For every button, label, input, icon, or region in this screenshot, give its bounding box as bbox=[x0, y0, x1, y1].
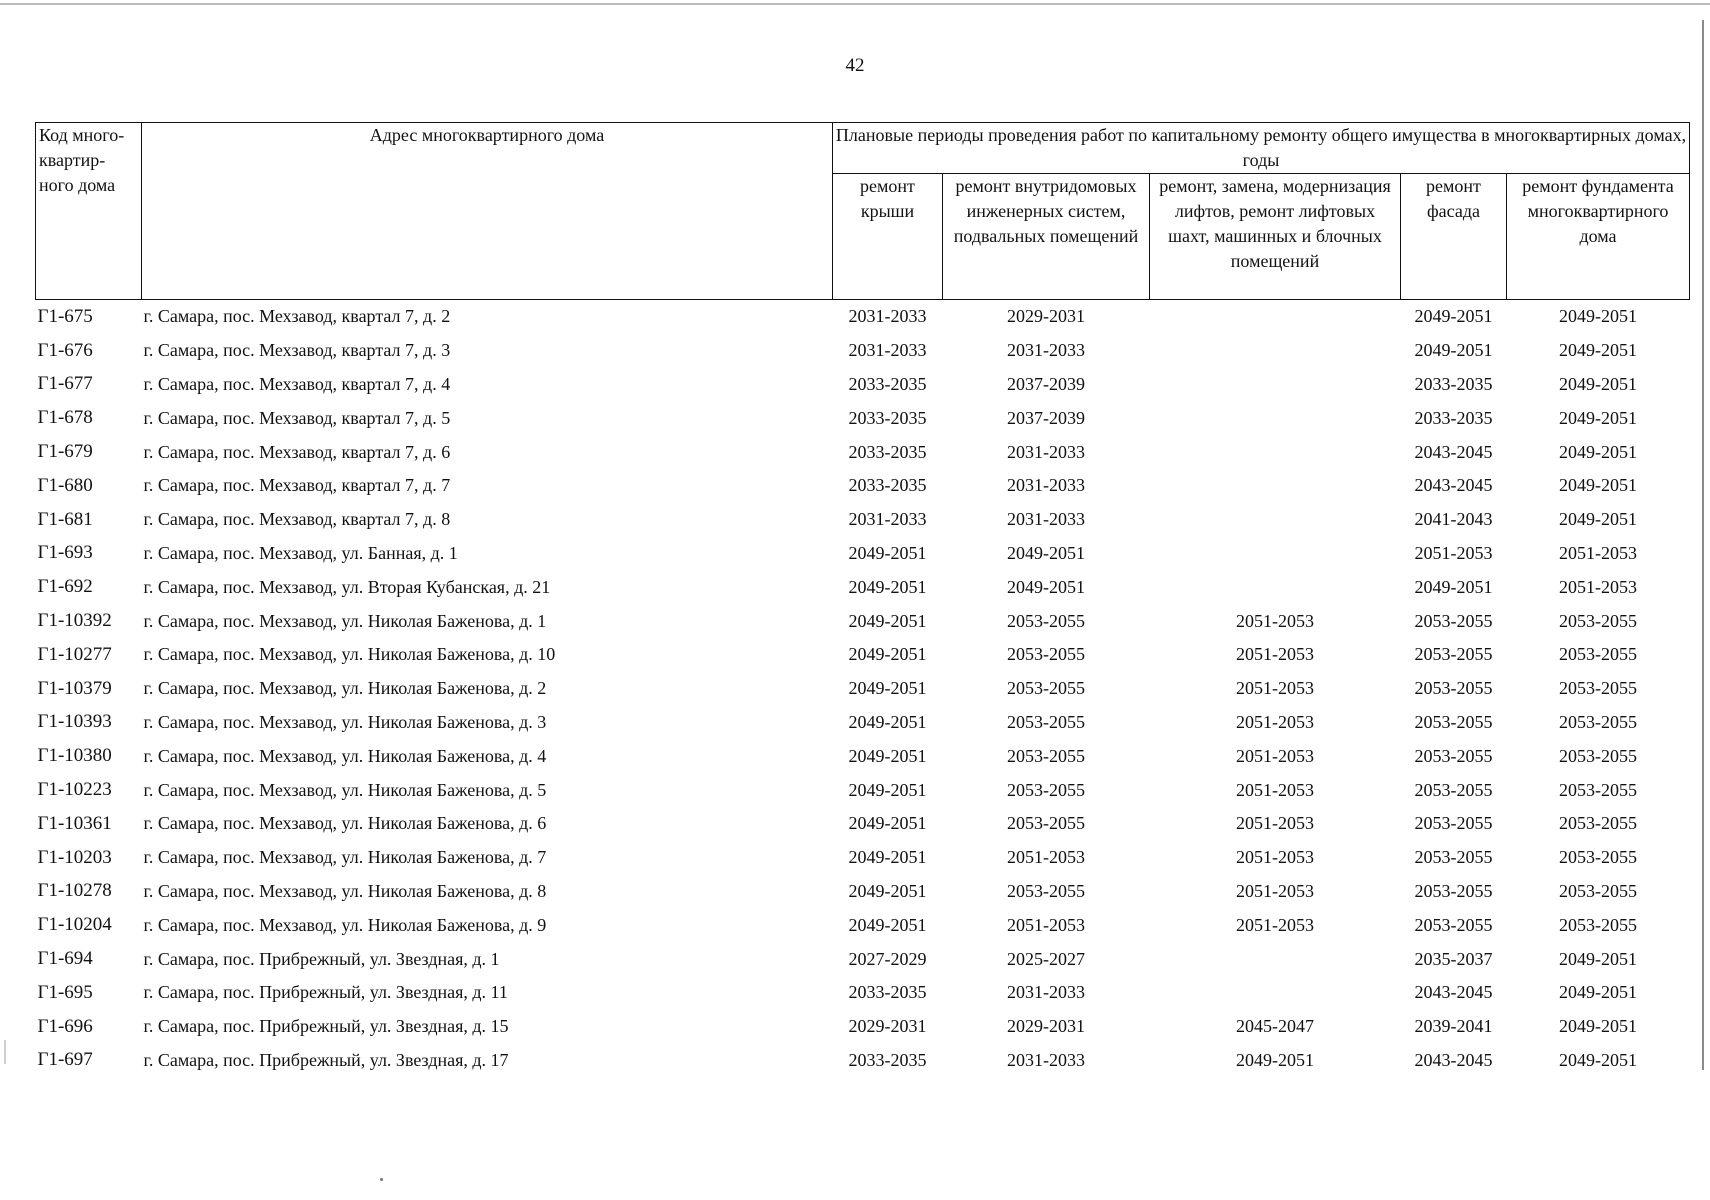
header-roof: ремонт крыши bbox=[833, 174, 943, 300]
repair-schedule-table bbox=[35, 122, 1690, 1077]
cell-facade: 2053-2055 bbox=[1414, 880, 1493, 901]
cell-address: г. Самара, пос. Мехзавод, ул. Николая Баженова, д. 3 bbox=[143, 711, 547, 732]
cell-code: Г1-10204 bbox=[37, 914, 112, 936]
cell-engineering: 2051-2053 bbox=[1007, 847, 1085, 868]
cell-address: г. Самара, пос. Мехзавод, ул. Николая Баженова, д. 8 bbox=[143, 880, 547, 901]
table-row bbox=[36, 807, 1690, 841]
cell-engineering: 2029-2031 bbox=[1007, 306, 1085, 327]
cell-foundation: 2053-2055 bbox=[1559, 880, 1637, 901]
table-row bbox=[36, 334, 1690, 368]
cell-roof: 2027-2029 bbox=[848, 948, 927, 969]
cell-engineering: 2051-2053 bbox=[1007, 914, 1085, 935]
cell-elevators bbox=[1150, 942, 1401, 976]
cell-elevators bbox=[1150, 503, 1401, 537]
cell-facade: 2041-2043 bbox=[1414, 509, 1493, 530]
cell-elevators: 2049-2051 bbox=[1236, 1049, 1314, 1070]
table-row bbox=[36, 976, 1690, 1010]
cell-facade: 2053-2055 bbox=[1414, 779, 1493, 800]
cell-elevators bbox=[1150, 300, 1401, 334]
cell-roof: 2049-2051 bbox=[848, 745, 927, 766]
cell-elevators bbox=[1150, 976, 1401, 1010]
cell-facade: 2033-2035 bbox=[1414, 407, 1493, 428]
cell-foundation: 2049-2051 bbox=[1559, 982, 1637, 1003]
cell-engineering: 2053-2055 bbox=[1007, 644, 1085, 665]
cell-foundation: 2049-2051 bbox=[1559, 1016, 1637, 1037]
cell-code: Г1-10278 bbox=[37, 880, 112, 902]
cell-roof: 2049-2051 bbox=[848, 678, 927, 699]
header-address: Адрес многоквартирного дома bbox=[142, 123, 833, 300]
cell-address: г. Самара, пос. Мехзавод, квартал 7, д. 4 bbox=[143, 373, 451, 394]
cell-foundation: 2053-2055 bbox=[1559, 644, 1637, 665]
header-elevators: ремонт, замена, модернизация лифтов, ремонт лифтовых шахт, машинных и блочных помещений bbox=[1150, 174, 1401, 300]
cell-facade: 2053-2055 bbox=[1414, 610, 1493, 631]
table-row bbox=[36, 638, 1690, 672]
cell-foundation: 2049-2051 bbox=[1559, 1049, 1637, 1070]
cell-code: Г1-697 bbox=[37, 1049, 93, 1071]
cell-address: г. Самара, пос. Мехзавод, ул. Николая Баженова, д. 7 bbox=[143, 847, 547, 868]
cell-roof: 2031-2033 bbox=[848, 306, 927, 327]
table-row bbox=[36, 604, 1690, 638]
cell-foundation: 2049-2051 bbox=[1559, 475, 1637, 496]
cell-facade: 2053-2055 bbox=[1414, 813, 1493, 834]
cell-roof: 2049-2051 bbox=[848, 813, 927, 834]
cell-facade: 2043-2045 bbox=[1414, 982, 1493, 1003]
cell-facade: 2053-2055 bbox=[1414, 847, 1493, 868]
cell-code: Г1-10380 bbox=[37, 745, 112, 767]
cell-roof: 2049-2051 bbox=[848, 610, 927, 631]
cell-roof: 2033-2035 bbox=[848, 982, 927, 1003]
table-row bbox=[36, 401, 1690, 435]
cell-address: г. Самара, пос. Мехзавод, ул. Николая Баженова, д. 10 bbox=[143, 644, 556, 665]
cell-code: Г1-696 bbox=[37, 1015, 93, 1037]
cell-elevators: 2051-2053 bbox=[1236, 745, 1314, 766]
cell-foundation: 2053-2055 bbox=[1559, 711, 1637, 732]
cell-elevators bbox=[1150, 469, 1401, 503]
table-body bbox=[36, 300, 1690, 1078]
cell-elevators bbox=[1150, 435, 1401, 469]
header-code: Код много-квартир-ного дома bbox=[36, 123, 142, 300]
cell-roof: 2031-2033 bbox=[848, 509, 927, 530]
cell-code: Г1-10361 bbox=[37, 812, 112, 834]
cell-roof: 2049-2051 bbox=[848, 880, 927, 901]
cell-code: Г1-10277 bbox=[37, 643, 112, 665]
scan-dot bbox=[380, 1178, 383, 1181]
table-row bbox=[36, 1044, 1690, 1078]
cell-elevators bbox=[1150, 334, 1401, 368]
cell-address: г. Самара, пос. Мехзавод, ул. Николая Баженова, д. 5 bbox=[143, 779, 547, 800]
cell-engineering: 2049-2051 bbox=[1007, 542, 1085, 563]
table-header bbox=[36, 123, 1690, 300]
cell-address: г. Самара, пос. Мехзавод, квартал 7, д. 6 bbox=[143, 441, 451, 462]
cell-elevators: 2051-2053 bbox=[1236, 914, 1314, 935]
table-row bbox=[36, 942, 1690, 976]
cell-code: Г1-681 bbox=[37, 508, 93, 530]
cell-foundation: 2049-2051 bbox=[1559, 407, 1637, 428]
cell-code: Г1-678 bbox=[37, 407, 93, 429]
table-row bbox=[36, 706, 1690, 740]
cell-engineering: 2053-2055 bbox=[1007, 610, 1085, 631]
cell-elevators bbox=[1150, 570, 1401, 604]
cell-facade: 2053-2055 bbox=[1414, 644, 1493, 665]
cell-engineering: 2037-2039 bbox=[1007, 373, 1085, 394]
cell-foundation: 2053-2055 bbox=[1559, 678, 1637, 699]
cell-foundation: 2049-2051 bbox=[1559, 373, 1637, 394]
cell-roof: 2049-2051 bbox=[848, 847, 927, 868]
cell-elevators bbox=[1150, 368, 1401, 402]
cell-facade: 2053-2055 bbox=[1414, 711, 1493, 732]
cell-foundation: 2049-2051 bbox=[1559, 948, 1637, 969]
cell-roof: 2049-2051 bbox=[848, 914, 927, 935]
cell-foundation: 2053-2055 bbox=[1559, 610, 1637, 631]
cell-code: Г1-10392 bbox=[37, 610, 112, 632]
cell-facade: 2043-2045 bbox=[1414, 441, 1493, 462]
table-row bbox=[36, 672, 1690, 706]
cell-code: Г1-10223 bbox=[37, 779, 112, 801]
cell-facade: 2049-2051 bbox=[1414, 340, 1493, 361]
cell-facade: 2039-2041 bbox=[1414, 1016, 1493, 1037]
cell-roof: 2033-2035 bbox=[848, 407, 927, 428]
table-row bbox=[36, 503, 1690, 537]
page-number: 42 bbox=[845, 55, 865, 76]
cell-roof: 2049-2051 bbox=[848, 542, 927, 563]
cell-foundation: 2053-2055 bbox=[1559, 847, 1637, 868]
table-row bbox=[36, 300, 1690, 334]
cell-elevators: 2051-2053 bbox=[1236, 644, 1314, 665]
cell-foundation: 2049-2051 bbox=[1559, 306, 1637, 327]
cell-address: г. Самара, пос. Мехзавод, квартал 7, д. 3 bbox=[143, 340, 451, 361]
cell-facade: 2053-2055 bbox=[1414, 745, 1493, 766]
cell-code: Г1-10393 bbox=[37, 711, 112, 733]
cell-facade: 2049-2051 bbox=[1414, 306, 1493, 327]
cell-elevators: 2051-2053 bbox=[1236, 678, 1314, 699]
table-row bbox=[36, 875, 1690, 909]
cell-address: г. Самара, пос. Мехзавод, ул. Николая Баженова, д. 2 bbox=[143, 678, 547, 699]
cell-roof: 2031-2033 bbox=[848, 340, 927, 361]
header-engineering: ремонт внутридомовых инженерных систем, подвальных помещений bbox=[943, 174, 1150, 300]
cell-roof: 2049-2051 bbox=[848, 711, 927, 732]
cell-code: Г1-10379 bbox=[37, 677, 112, 699]
table-row bbox=[36, 368, 1690, 402]
cell-facade: 2035-2037 bbox=[1414, 948, 1493, 969]
header-foundation: ремонт фундамента многоквартирного дома bbox=[1507, 174, 1690, 300]
table-row bbox=[36, 739, 1690, 773]
cell-code: Г1-694 bbox=[37, 948, 93, 970]
cell-facade: 2033-2035 bbox=[1414, 373, 1493, 394]
cell-elevators: 2051-2053 bbox=[1236, 813, 1314, 834]
cell-engineering: 2025-2027 bbox=[1007, 948, 1085, 969]
table-row bbox=[36, 570, 1690, 604]
cell-foundation: 2053-2055 bbox=[1559, 779, 1637, 800]
cell-engineering: 2053-2055 bbox=[1007, 880, 1085, 901]
cell-address: г. Самара, пос. Мехзавод, ул. Николая Баженова, д. 6 bbox=[143, 813, 547, 834]
cell-facade: 2053-2055 bbox=[1414, 914, 1493, 935]
cell-roof: 2033-2035 bbox=[848, 1049, 927, 1070]
cell-roof: 2033-2035 bbox=[848, 373, 927, 394]
cell-foundation: 2051-2053 bbox=[1559, 576, 1637, 597]
cell-engineering: 2049-2051 bbox=[1007, 576, 1085, 597]
cell-address: г. Самара, пос. Мехзавод, квартал 7, д. 8 bbox=[143, 509, 451, 530]
table-row bbox=[36, 773, 1690, 807]
cell-address: г. Самара, пос. Мехзавод, ул. Вторая Кубанская, д. 21 bbox=[143, 576, 551, 597]
table-row bbox=[36, 469, 1690, 503]
cell-foundation: 2053-2055 bbox=[1559, 745, 1637, 766]
scan-left-mark bbox=[4, 1040, 6, 1064]
table-row bbox=[36, 537, 1690, 571]
cell-address: г. Самара, пос. Мехзавод, ул. Николая Баженова, д. 9 bbox=[143, 914, 547, 935]
header-facade: ремонт фасада bbox=[1401, 174, 1507, 300]
cell-elevators: 2051-2053 bbox=[1236, 880, 1314, 901]
cell-engineering: 2029-2031 bbox=[1007, 1016, 1085, 1037]
cell-roof: 2049-2051 bbox=[848, 779, 927, 800]
cell-code: Г1-679 bbox=[37, 441, 93, 463]
table-row bbox=[36, 435, 1690, 469]
scan-right-edge bbox=[1702, 20, 1704, 1070]
cell-engineering: 2053-2055 bbox=[1007, 745, 1085, 766]
table-row bbox=[36, 908, 1690, 942]
cell-elevators: 2051-2053 bbox=[1236, 711, 1314, 732]
cell-address: г. Самара, пос. Прибрежный, ул. Звездная, д. 1 bbox=[143, 948, 500, 969]
cell-elevators bbox=[1150, 537, 1401, 571]
cell-elevators: 2051-2053 bbox=[1236, 779, 1314, 800]
cell-code: Г1-692 bbox=[37, 576, 93, 598]
cell-foundation: 2049-2051 bbox=[1559, 509, 1637, 530]
cell-facade: 2043-2045 bbox=[1414, 475, 1493, 496]
table-row bbox=[36, 1010, 1690, 1044]
cell-engineering: 2053-2055 bbox=[1007, 779, 1085, 800]
header-periods: Плановые периоды проведения работ по капитальному ремонту общего имущества в многоквартирных домах, годы bbox=[833, 123, 1690, 174]
cell-engineering: 2031-2033 bbox=[1007, 475, 1085, 496]
cell-address: г. Самара, пос. Мехзавод, квартал 7, д. 5 bbox=[143, 407, 451, 428]
cell-engineering: 2031-2033 bbox=[1007, 340, 1085, 361]
cell-facade: 2049-2051 bbox=[1414, 576, 1493, 597]
cell-engineering: 2053-2055 bbox=[1007, 711, 1085, 732]
cell-foundation: 2053-2055 bbox=[1559, 914, 1637, 935]
cell-engineering: 2031-2033 bbox=[1007, 441, 1085, 462]
cell-code: Г1-676 bbox=[37, 339, 93, 361]
cell-engineering: 2037-2039 bbox=[1007, 407, 1085, 428]
cell-roof: 2049-2051 bbox=[848, 576, 927, 597]
cell-address: г. Самара, пос. Прибрежный, ул. Звездная, д. 15 bbox=[143, 1016, 509, 1037]
cell-elevators: 2051-2053 bbox=[1236, 847, 1314, 868]
cell-code: Г1-693 bbox=[37, 542, 93, 564]
cell-engineering: 2031-2033 bbox=[1007, 982, 1085, 1003]
cell-roof: 2033-2035 bbox=[848, 475, 927, 496]
cell-foundation: 2053-2055 bbox=[1559, 813, 1637, 834]
cell-engineering: 2031-2033 bbox=[1007, 1049, 1085, 1070]
cell-facade: 2051-2053 bbox=[1414, 542, 1493, 563]
cell-code: Г1-680 bbox=[37, 474, 93, 496]
cell-foundation: 2049-2051 bbox=[1559, 441, 1637, 462]
cell-elevators: 2051-2053 bbox=[1236, 610, 1314, 631]
cell-code: Г1-10203 bbox=[37, 846, 112, 868]
cell-foundation: 2049-2051 bbox=[1559, 340, 1637, 361]
cell-code: Г1-675 bbox=[37, 305, 93, 327]
cell-code: Г1-695 bbox=[37, 981, 93, 1003]
cell-foundation: 2051-2053 bbox=[1559, 542, 1637, 563]
cell-elevators bbox=[1150, 401, 1401, 435]
cell-roof: 2049-2051 bbox=[848, 644, 927, 665]
cell-facade: 2043-2045 bbox=[1414, 1049, 1493, 1070]
table-row bbox=[36, 841, 1690, 875]
cell-elevators: 2045-2047 bbox=[1236, 1016, 1314, 1037]
cell-engineering: 2031-2033 bbox=[1007, 509, 1085, 530]
cell-engineering: 2053-2055 bbox=[1007, 813, 1085, 834]
scan-top-rule bbox=[0, 3, 1710, 5]
cell-address: г. Самара, пос. Прибрежный, ул. Звездная, д. 17 bbox=[143, 1049, 509, 1070]
cell-roof: 2029-2031 bbox=[848, 1016, 927, 1037]
cell-address: г. Самара, пос. Мехзавод, квартал 7, д. 2 bbox=[143, 306, 451, 327]
cell-engineering: 2053-2055 bbox=[1007, 678, 1085, 699]
cell-address: г. Самара, пос. Прибрежный, ул. Звездная, д. 11 bbox=[143, 982, 508, 1003]
cell-facade: 2053-2055 bbox=[1414, 678, 1493, 699]
cell-roof: 2033-2035 bbox=[848, 441, 927, 462]
cell-address: г. Самара, пос. Мехзавод, ул. Николая Баженова, д. 4 bbox=[143, 745, 547, 766]
cell-address: г. Самара, пос. Мехзавод, ул. Николая Баженова, д. 1 bbox=[143, 610, 547, 631]
cell-address: г. Самара, пос. Мехзавод, квартал 7, д. 7 bbox=[143, 475, 451, 496]
cell-address: г. Самара, пос. Мехзавод, ул. Банная, д. 1 bbox=[143, 542, 458, 563]
cell-code: Г1-677 bbox=[37, 373, 93, 395]
